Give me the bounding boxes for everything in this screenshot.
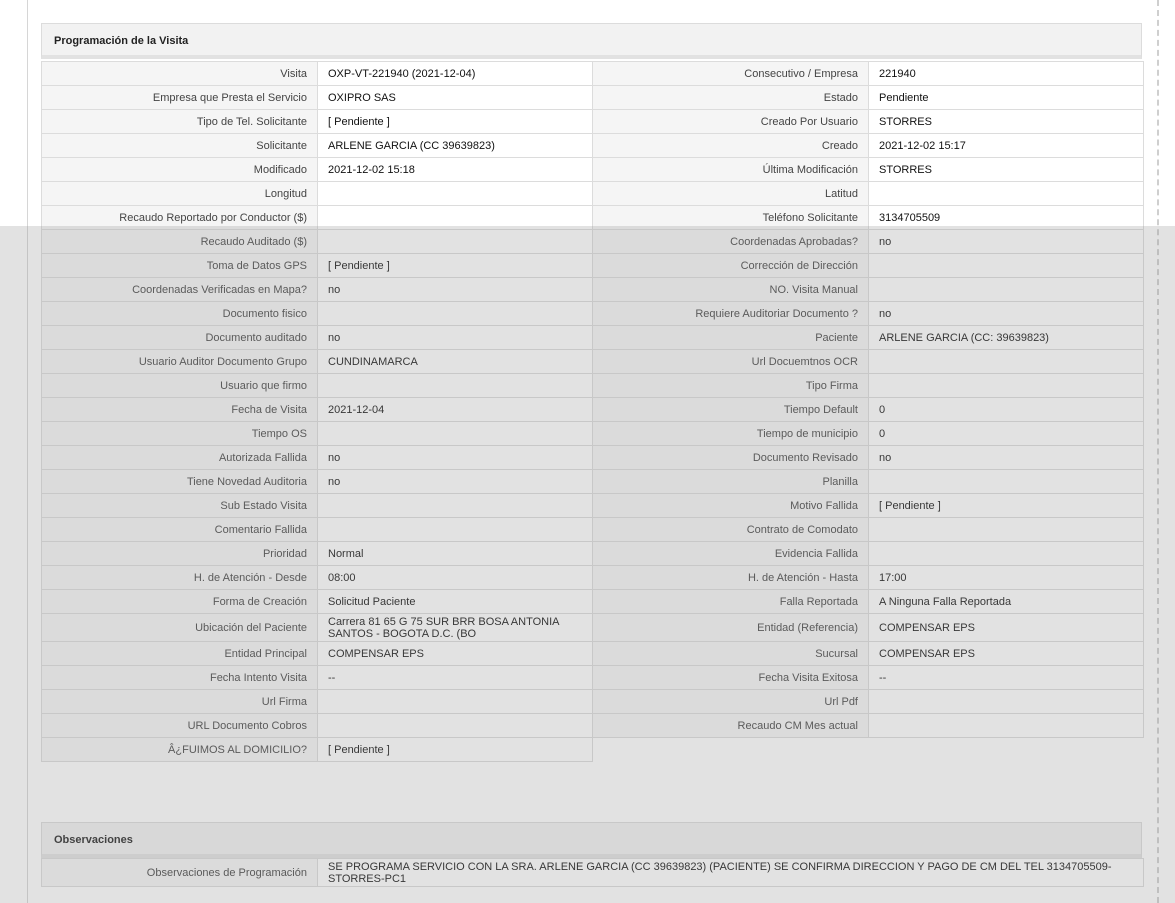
field-label: Documento auditado — [42, 326, 318, 350]
field-label: Fecha de Visita — [42, 398, 318, 422]
table-row — [42, 206, 1144, 230]
table-row — [42, 86, 1144, 110]
field-label: Contrato de Comodato — [593, 518, 869, 542]
table-row — [42, 230, 1144, 254]
field-label: Autorizada Fallida — [42, 446, 318, 470]
table-row — [42, 134, 1144, 158]
field-label: Tiempo Default — [593, 398, 869, 422]
field-label: Fecha Intento Visita — [42, 666, 318, 690]
field-value — [318, 714, 593, 738]
empty-cell — [869, 738, 1144, 762]
field-label: Usuario Auditor Documento Grupo — [42, 350, 318, 374]
field-value — [318, 302, 593, 326]
field-value: no — [318, 278, 593, 302]
field-value: Solicitud Paciente — [318, 590, 593, 614]
table-row — [42, 566, 1144, 590]
table-row — [42, 302, 1144, 326]
field-label: Coordenadas Verificadas en Mapa? — [42, 278, 318, 302]
field-label: Toma de Datos GPS — [42, 254, 318, 278]
field-label: Solicitante — [42, 134, 318, 158]
table-row — [42, 374, 1144, 398]
field-label: Url Pdf — [593, 690, 869, 714]
field-label: Longitud — [42, 182, 318, 206]
empty-cell — [593, 738, 869, 762]
table-row — [42, 422, 1144, 446]
field-value: COMPENSAR EPS — [869, 642, 1144, 666]
table-row — [42, 542, 1144, 566]
field-label: Teléfono Solicitante — [593, 206, 869, 230]
field-label: URL Documento Cobros — [42, 714, 318, 738]
field-value: Pendiente — [869, 86, 1144, 110]
field-value: 221940 — [869, 62, 1144, 86]
table-row — [42, 278, 1144, 302]
field-label: Recaudo Auditado ($) — [42, 230, 318, 254]
field-value: 08:00 — [318, 566, 593, 590]
table-row — [42, 62, 1144, 86]
field-label: Falla Reportada — [593, 590, 869, 614]
table-row — [42, 254, 1144, 278]
field-label: Entidad Principal — [42, 642, 318, 666]
field-label: Tipo Firma — [593, 374, 869, 398]
field-value: no — [869, 230, 1144, 254]
table-row — [42, 110, 1144, 134]
field-label: Prioridad — [42, 542, 318, 566]
field-label: Creado — [593, 134, 869, 158]
field-label: Consecutivo / Empresa — [593, 62, 869, 86]
field-label: Fecha Visita Exitosa — [593, 666, 869, 690]
field-label: Tiempo OS — [42, 422, 318, 446]
field-value — [869, 690, 1144, 714]
field-label: Usuario que firmo — [42, 374, 318, 398]
field-label: Última Modificación — [593, 158, 869, 182]
field-value — [869, 470, 1144, 494]
field-value: OXIPRO SAS — [318, 86, 593, 110]
field-value: 0 — [869, 398, 1144, 422]
table-row — [42, 446, 1144, 470]
page-right-dashed-border — [1157, 0, 1159, 903]
observaciones-header — [41, 822, 1142, 858]
programacion-title: Programación de la Visita — [54, 35, 189, 47]
field-label: Modificado — [42, 158, 318, 182]
table-row — [42, 614, 1144, 642]
page-left-border — [27, 0, 28, 903]
programacion-header — [41, 23, 1142, 59]
field-label: Recaudo Reportado por Conductor ($) — [42, 206, 318, 230]
field-value — [869, 542, 1144, 566]
field-value — [318, 690, 593, 714]
field-value: OXP-VT-221940 (2021-12-04) — [318, 62, 593, 86]
field-label: Â¿FUIMOS AL DOMICILIO? — [42, 738, 318, 762]
field-value: no — [318, 326, 593, 350]
field-value: Carrera 81 65 G 75 SUR BRR BOSA ANTONIA SANTOS - BOGOTA D.C. (BO — [318, 614, 593, 642]
field-value — [318, 422, 593, 446]
field-label: Motivo Fallida — [593, 494, 869, 518]
field-value: -- — [318, 666, 593, 690]
field-value: STORRES — [869, 158, 1144, 182]
table-row — [42, 326, 1144, 350]
field-value: [ Pendiente ] — [318, 738, 593, 762]
field-label: Url Docuemtnos OCR — [593, 350, 869, 374]
field-label: Latitud — [593, 182, 869, 206]
field-label: H. de Atención - Hasta — [593, 566, 869, 590]
field-value: [ Pendiente ] — [318, 110, 593, 134]
field-value: 17:00 — [869, 566, 1144, 590]
field-value — [869, 182, 1144, 206]
field-value: ARLENE GARCIA (CC: 39639823) — [869, 326, 1144, 350]
field-value: 2021-12-02 15:17 — [869, 134, 1144, 158]
observaciones-row — [42, 859, 1144, 887]
table-row — [42, 350, 1144, 374]
field-value — [318, 182, 593, 206]
table-row — [42, 714, 1144, 738]
field-label: H. de Atención - Desde — [42, 566, 318, 590]
field-value: COMPENSAR EPS — [869, 614, 1144, 642]
field-label: Estado — [593, 86, 869, 110]
field-value — [318, 518, 593, 542]
field-value: COMPENSAR EPS — [318, 642, 593, 666]
field-label: Ubicación del Paciente — [42, 614, 318, 642]
field-value — [318, 494, 593, 518]
field-label: Sub Estado Visita — [42, 494, 318, 518]
table-row — [42, 158, 1144, 182]
table-row — [42, 518, 1144, 542]
table-row — [42, 398, 1144, 422]
field-label: Documento Revisado — [593, 446, 869, 470]
table-row — [42, 738, 1144, 762]
field-value: Normal — [318, 542, 593, 566]
field-value — [869, 518, 1144, 542]
field-value: ARLENE GARCIA (CC 39639823) — [318, 134, 593, 158]
field-value: -- — [869, 666, 1144, 690]
field-label: Entidad (Referencia) — [593, 614, 869, 642]
table-row — [42, 470, 1144, 494]
table-row — [42, 642, 1144, 666]
field-value: A Ninguna Falla Reportada — [869, 590, 1144, 614]
table-row — [42, 690, 1144, 714]
field-label: Empresa que Presta el Servicio — [42, 86, 318, 110]
field-value: no — [318, 470, 593, 494]
field-value — [869, 254, 1144, 278]
field-label: Tiempo de municipio — [593, 422, 869, 446]
field-value: [ Pendiente ] — [318, 254, 593, 278]
observaciones-label: Observaciones de Programación — [42, 859, 318, 887]
field-label: Forma de Creación — [42, 590, 318, 614]
field-value: 3134705509 — [869, 206, 1144, 230]
field-value: 0 — [869, 422, 1144, 446]
field-value: no — [318, 446, 593, 470]
field-label: Documento fisico — [42, 302, 318, 326]
field-label: Coordenadas Aprobadas? — [593, 230, 869, 254]
field-label: Tipo de Tel. Solicitante — [42, 110, 318, 134]
field-value: CUNDINAMARCA — [318, 350, 593, 374]
field-label: Recaudo CM Mes actual — [593, 714, 869, 738]
table-row — [42, 182, 1144, 206]
field-value: no — [869, 302, 1144, 326]
field-value: no — [869, 446, 1144, 470]
field-value — [318, 230, 593, 254]
observaciones-table — [41, 858, 1144, 887]
field-label: Comentario Fallida — [42, 518, 318, 542]
field-value: 2021-12-04 — [318, 398, 593, 422]
field-value — [869, 374, 1144, 398]
field-label: Visita — [42, 62, 318, 86]
table-row — [42, 494, 1144, 518]
table-row — [42, 666, 1144, 690]
field-label: Paciente — [593, 326, 869, 350]
field-label: NO. Visita Manual — [593, 278, 869, 302]
field-value — [318, 206, 593, 230]
field-value: [ Pendiente ] — [869, 494, 1144, 518]
field-label: Creado Por Usuario — [593, 110, 869, 134]
table-row — [42, 590, 1144, 614]
observaciones-title: Observaciones — [54, 834, 133, 846]
field-value: STORRES — [869, 110, 1144, 134]
field-label: Sucursal — [593, 642, 869, 666]
field-label: Evidencia Fallida — [593, 542, 869, 566]
programacion-table — [41, 61, 1144, 762]
field-label: Url Firma — [42, 690, 318, 714]
field-label: Planilla — [593, 470, 869, 494]
field-label: Requiere Auditoriar Documento ? — [593, 302, 869, 326]
observaciones-value: SE PROGRAMA SERVICIO CON LA SRA. ARLENE GARCIA (CC 39639823) (PACIENTE) SE CONFIRMA DIRECCION Y PAGO DE CM DEL TEL 3134705509-STORRES-PC1 — [318, 859, 1144, 887]
field-value — [869, 278, 1144, 302]
field-label: Tiene Novedad Auditoria — [42, 470, 318, 494]
field-value — [869, 350, 1144, 374]
field-value — [869, 714, 1144, 738]
field-label: Corrección de Dirección — [593, 254, 869, 278]
field-value — [318, 374, 593, 398]
field-value: 2021-12-02 15:18 — [318, 158, 593, 182]
